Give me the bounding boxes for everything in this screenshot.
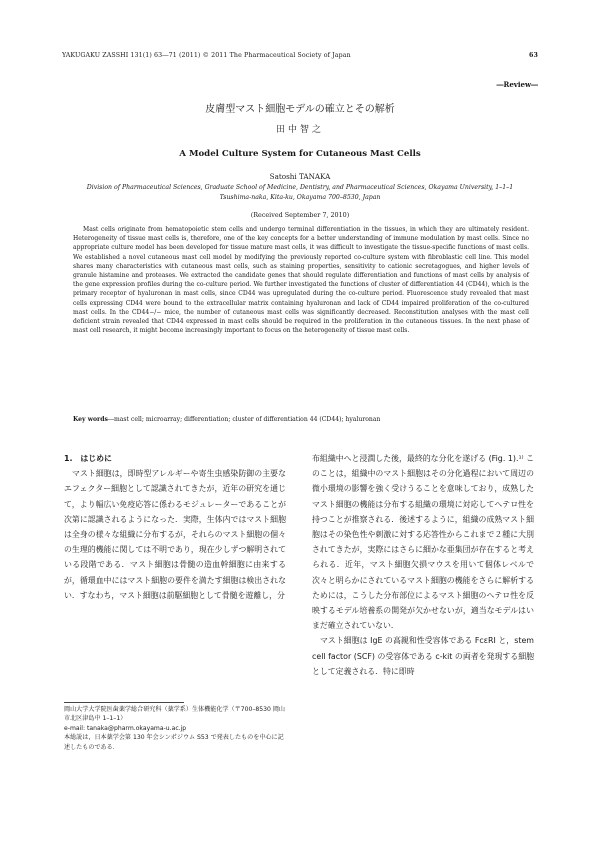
body-paragraph: 布組織中へと浸潤した後，最終的な分化を遂げる (Fig. 1).¹⁾ このことは，組織中のマスト細胞はその分化過程において周辺の微小環境の影響を強く受けうることを意味しており，成熟したマスト細胞の機能は分布する組織の環境に対応してヘテロ性を持つことが推察される．後述するように，組織の成熟マスト細胞はその染色性や刺激に対する応答性からこれまで２種に大別されてきたが，実際にはさらに細かな亜集団が存在すると考えられる．近年，マスト細胞欠損マウスを用いて個体レベルで次々と明らかにされているマスト細胞の機能をさらに解析するためには，こうした分布部位によるマスト細胞のヘテロ性を反映するモデル培養系の開発が欠かせないが，適当なモデルはいまだ確立されていない． <box>312 454 534 631</box>
journal-citation: YAKUGAKU ZASSHI 131(1) 63―71 (2011) © 2011 The Pharmaceutical Society of Japan <box>62 52 351 59</box>
running-head <box>62 52 538 64</box>
body-column-right <box>312 451 534 679</box>
footnote <box>64 705 286 752</box>
body-column-left <box>64 451 286 603</box>
abstract <box>73 225 529 335</box>
keywords-label: Key words <box>73 416 108 423</box>
footnote-note: 本総説は，日本薬学会第 130 年会シンポジウム S53 で発表したものを中心に記述したものである． <box>64 734 284 751</box>
body-paragraph: マスト細胞は，即時型アレルギーや寄生虫感染防御の主要なエフェクター細胞として認識されてきたが，近年の研究を通じて，より幅広い免疫応答に係わるモジュレーターであることが次第に認識されるようになった．実際，生体内ではマスト細胞は全身の様々な組織に分布するが，それらのマスト細胞の個々の生理的機能に関しては不明であり，現在少しずつ解明されている段階である．マスト細胞は骨髄の造血幹細胞に由来するが，循環血中にはマスト細胞の要件を満たす細胞は検出されない．すなわち，マスト細胞は前駆細胞として骨髄を遊離し，分 <box>64 469 286 600</box>
article-type-label: ―Review― <box>496 80 538 89</box>
japanese-author: 田中智之 <box>275 125 324 135</box>
received-date: (Received September 7, 2010) <box>250 211 350 219</box>
footnote-email: e-mail: tanaka@pharm.okayama-u.ac.jp <box>64 724 187 732</box>
keywords <box>73 416 529 423</box>
english-author: Satoshi TANAKA <box>269 172 331 181</box>
body-paragraph: マスト細胞は IgE の高親和性受容体である FcεRI と，stem cell factor (SCF) の受容体である c-kit の両者を発現する細胞として定義される．特に即時 <box>312 636 534 676</box>
footnote-divider <box>64 702 184 703</box>
english-title: A Model Culture System for Cutaneous Mast Cells <box>179 149 421 159</box>
page-number: 63 <box>529 52 538 59</box>
japanese-title: 皮膚型マスト細胞モデルの確立とその解析 <box>205 104 395 115</box>
footnote-affiliation: 岡山大学大学院医歯薬学総合研究科（薬学系）生体機能化学（〒700–8530 岡山市北区津島中 1–1–1） <box>64 706 286 723</box>
abstract-text: Mast cells originate from hematopoietic stem cells and undergo terminal differentiation in the tissues, in which they are ultimately resident. Heterogeneity of tissue mast cells is, therefore, one of the key concepts for a better understanding of immune modulation by mast cells. Since no appropriate culture model has been developed for tissue mature mast cells, it was difficult to investigate the tissue-specific functions of mast cells. We established a novel cutaneous mast cell model by modifying the previously reported co-culture system with fibroblastic cell line. This model shares many characteristics with cutaneous mast cells, such as staining properties, sensitivity to cationic secretagogues, and higher levels of granule histamine and proteases. We extracted the candidate genes that should regulate differentiation and functions of mast cells by analysis of the gene expression profiles during the co-culture period. We further investigated the functions of cluster of differentiation 44 (CD44), which is the primary receptor of hyaluronan in mast cells, since CD44 was upregulated during the co-culture period. Fluorescence study revealed that mast cells expressing CD44 were bound to the extracellular matrix containing hyaluronan and lack of CD44 impaired proliferation of the co-cultured mast cells. In the CD44−/− mice, the number of cutaneous mast cells was significantly decreased. Reconstitution analyses with the mast cell deficient strain revealed that CD44 expressed in mast cells should be required in the proliferation in the cutaneous tissues. In the next phase of mast cell research, it might become increasingly important to focus on the heterogeneity of tissue mast cells. <box>73 226 529 335</box>
affiliation: Division of Pharmaceutical Sciences, Graduate School of Medicine, Dentistry, and Pharmaceutical Sciences, Okayama University, 1–1–1 Tsushima-naka, Kita-ku, Okayama 700–8530, Japan <box>86 184 514 201</box>
keywords-text: ―mast cell; microarray; differentiation; cluster of differentiation 44 (CD44); hyaluronan <box>107 416 381 423</box>
section-heading: 1. はじめに <box>64 454 112 463</box>
